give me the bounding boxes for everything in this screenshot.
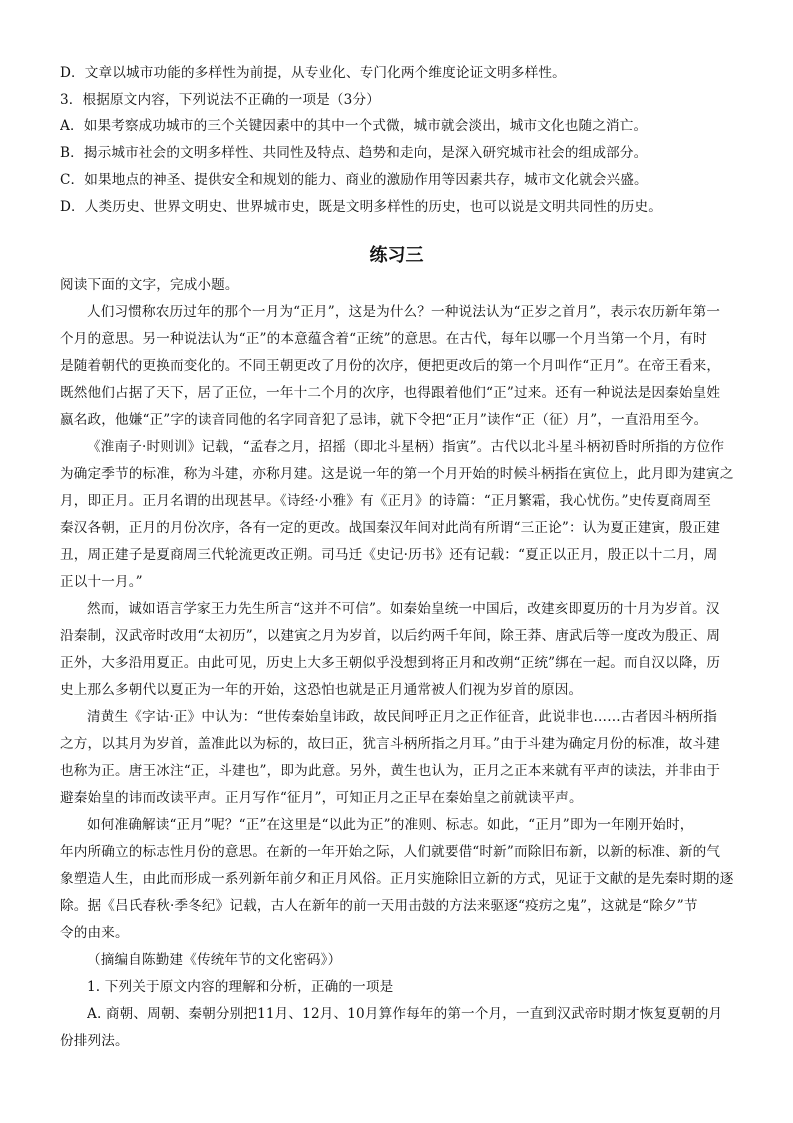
passage-line: 月，即正月。正月名谓的出现甚早。《诗经·小雅》有《正月》的诗篇：“正月繁霜，我心忧伤。”史传夏商周至: [60, 493, 712, 509]
question-1-stem: 1. 下列关于原文内容的理解和分析，正确的一项是: [87, 979, 394, 995]
exercise-title: 练习三: [369, 245, 424, 266]
passage-line: 是随着朝代的更换而变化的。不同王朝更改了月份的次序，便把更改后的第一个月叫作“正月”。在帝王看来，: [60, 358, 721, 374]
passage-line: 丑，周正建子是夏商周三代轮流更改正朔。司马迁《史记·历书》还有记载：“夏正以正月，殷正以十二月，周: [60, 547, 718, 563]
passage-line: 也称为正。唐王冰注“正，斗建也”，即为此意。另外，黄生也认为，正月之正本来就有平声的读法，并非由于: [60, 763, 721, 779]
passage-line: 既然他们占据了天下，居了正位，一年十二个月的次序，也得跟着他们“正”过来。还有一种说法是因秦始皇姓: [60, 385, 721, 401]
passage-line: 如何准确解读“正月”呢？“正”在这里是“以此为正”的准则、标志。如此，“正月”即为一年刚开始时，: [87, 817, 694, 833]
passage-line: 除。据《吕氏春秋·季冬纪》记载，古人在新年的前一天用击鼓的方法来驱逐“疫疠之鬼”，这就是“除夕”节: [60, 898, 698, 914]
question-3-option-a: A．如果考察成功城市的三个关键因素中的其中一个式微，城市就会淡出，城市文化也随之消亡。: [60, 118, 648, 134]
passage-line: 年内所确立的标志性月份的意思。在新的一年开始之际，人们就要借“时新”而除旧布新，以新的标准、新的气: [60, 844, 721, 860]
passage-line: 然而，诚如语言学家王力先生所言“这并不可信”。如秦始皇统一中国后，改建亥即夏历的十月为岁首。汉: [87, 601, 720, 617]
question-1-option-a: A. 商朝、周朝、秦朝分别把11月、12月、10月算作每年的第一个月，一直到汉武帝时期才恢复夏朝的月: [87, 1006, 723, 1022]
passage-line: 史上那么多朝代以夏正为一年的开始，这恐怕也就是正月通常被人们视为岁首的原因。: [60, 682, 583, 698]
question-3-option-d: D．人类历史、世界文明史、世界城市史，既是文明多样性的历史，也可以说是文明共同性的历史。: [60, 199, 663, 215]
passage-line: 沿秦制，汉武帝时改用“太初历”，以建寅之月为岁首，以后约两千年间，除王莽、唐武后等一度改为殷正、周: [60, 628, 721, 644]
passage-line: 避秦始皇的讳而改读平声。正月写作“征月”，可知正月之正早在秦始皇之前就读平声。: [60, 790, 583, 806]
question-3-option-b: B．揭示城市社会的文明多样性、共同性及特点、趋势和走向，是深入研究城市社会的组成部分。: [60, 145, 648, 161]
passage-line: 《淮南子·时则训》记载，“孟春之月，招摇（即北斗星柄）指寅”。古代以北斗星斗柄初昏时所指的方位作: [87, 439, 725, 455]
question-3-stem: 3．根据原文内容，下列说法不正确的一项是（3分）: [60, 92, 380, 108]
instruction: 阅读下面的文字，完成小题。: [60, 277, 239, 293]
passage-line: 个月的意思。另一种说法认为“正”的本意蕴含着“正统”的意思。在古代，每年以哪一个月当第一个月，有时: [60, 331, 707, 347]
passage-line: 为确定季节的标准，称为斗建，亦称月建。这是说一年的第一个月开始的时候斗柄指在寅位上，此月即为建寅之: [60, 466, 734, 482]
passage-line: 人们习惯称农历过年的那个一月为“正月”，这是为什么？一种说法认为“正岁之首月”，表示农历新年第一: [87, 304, 721, 320]
option-d-prev: D．文章以城市功能的多样性为前提，从专业化、专门化两个维度论证文明多样性。: [60, 65, 566, 81]
passage-line: 令的由来。: [60, 925, 129, 941]
question-1-option-a-cont: 份排列法。: [60, 1033, 129, 1049]
passage-line: 正外，大多沿用夏正。由此可见，历史上大多王朝似乎没想到将正月和改朔“正统”绑在一起。而自汉以降，历: [60, 655, 721, 671]
passage-line: 清黄生《字诂·正》中认为：“世传秦始皇讳政，故民间呼正月之正作征音，此说非也……古者因斗柄所指: [87, 709, 718, 725]
passage-line: 象塑造人生，由此而形成一系列新年前夕和正月风俗。正月实施除旧立新的方式，见证于文献的是先秦时期的逐: [60, 871, 734, 887]
passage-line: 嬴名政，他嫌“正”字的读音同他的名字同音犯了忌讳，就下令把“正月”读作“正（征）月”，一直沿用至今。: [60, 412, 708, 428]
passage-line: 之方，以其月为岁首，盖准此以为标的，故曰正，犹言斗柄所指之月耳。”由于斗建为确定月份的标准，故斗建: [60, 736, 720, 752]
passage-line: 秦汉各朝，正月的月份次序，各有一定的更改。战国秦汉年间对此尚有所谓“三正论”：认为夏正建寅，殷正建: [60, 520, 721, 536]
source-citation: （摘编自陈勤建《传统年节的文化密码》）: [87, 952, 342, 968]
question-3-option-c: C．如果地点的神圣、提供安全和规划的能力、商业的激励作用等因素共存，城市文化就会兴盛。: [60, 172, 648, 188]
passage-line: 正以十一月。”: [60, 574, 143, 590]
